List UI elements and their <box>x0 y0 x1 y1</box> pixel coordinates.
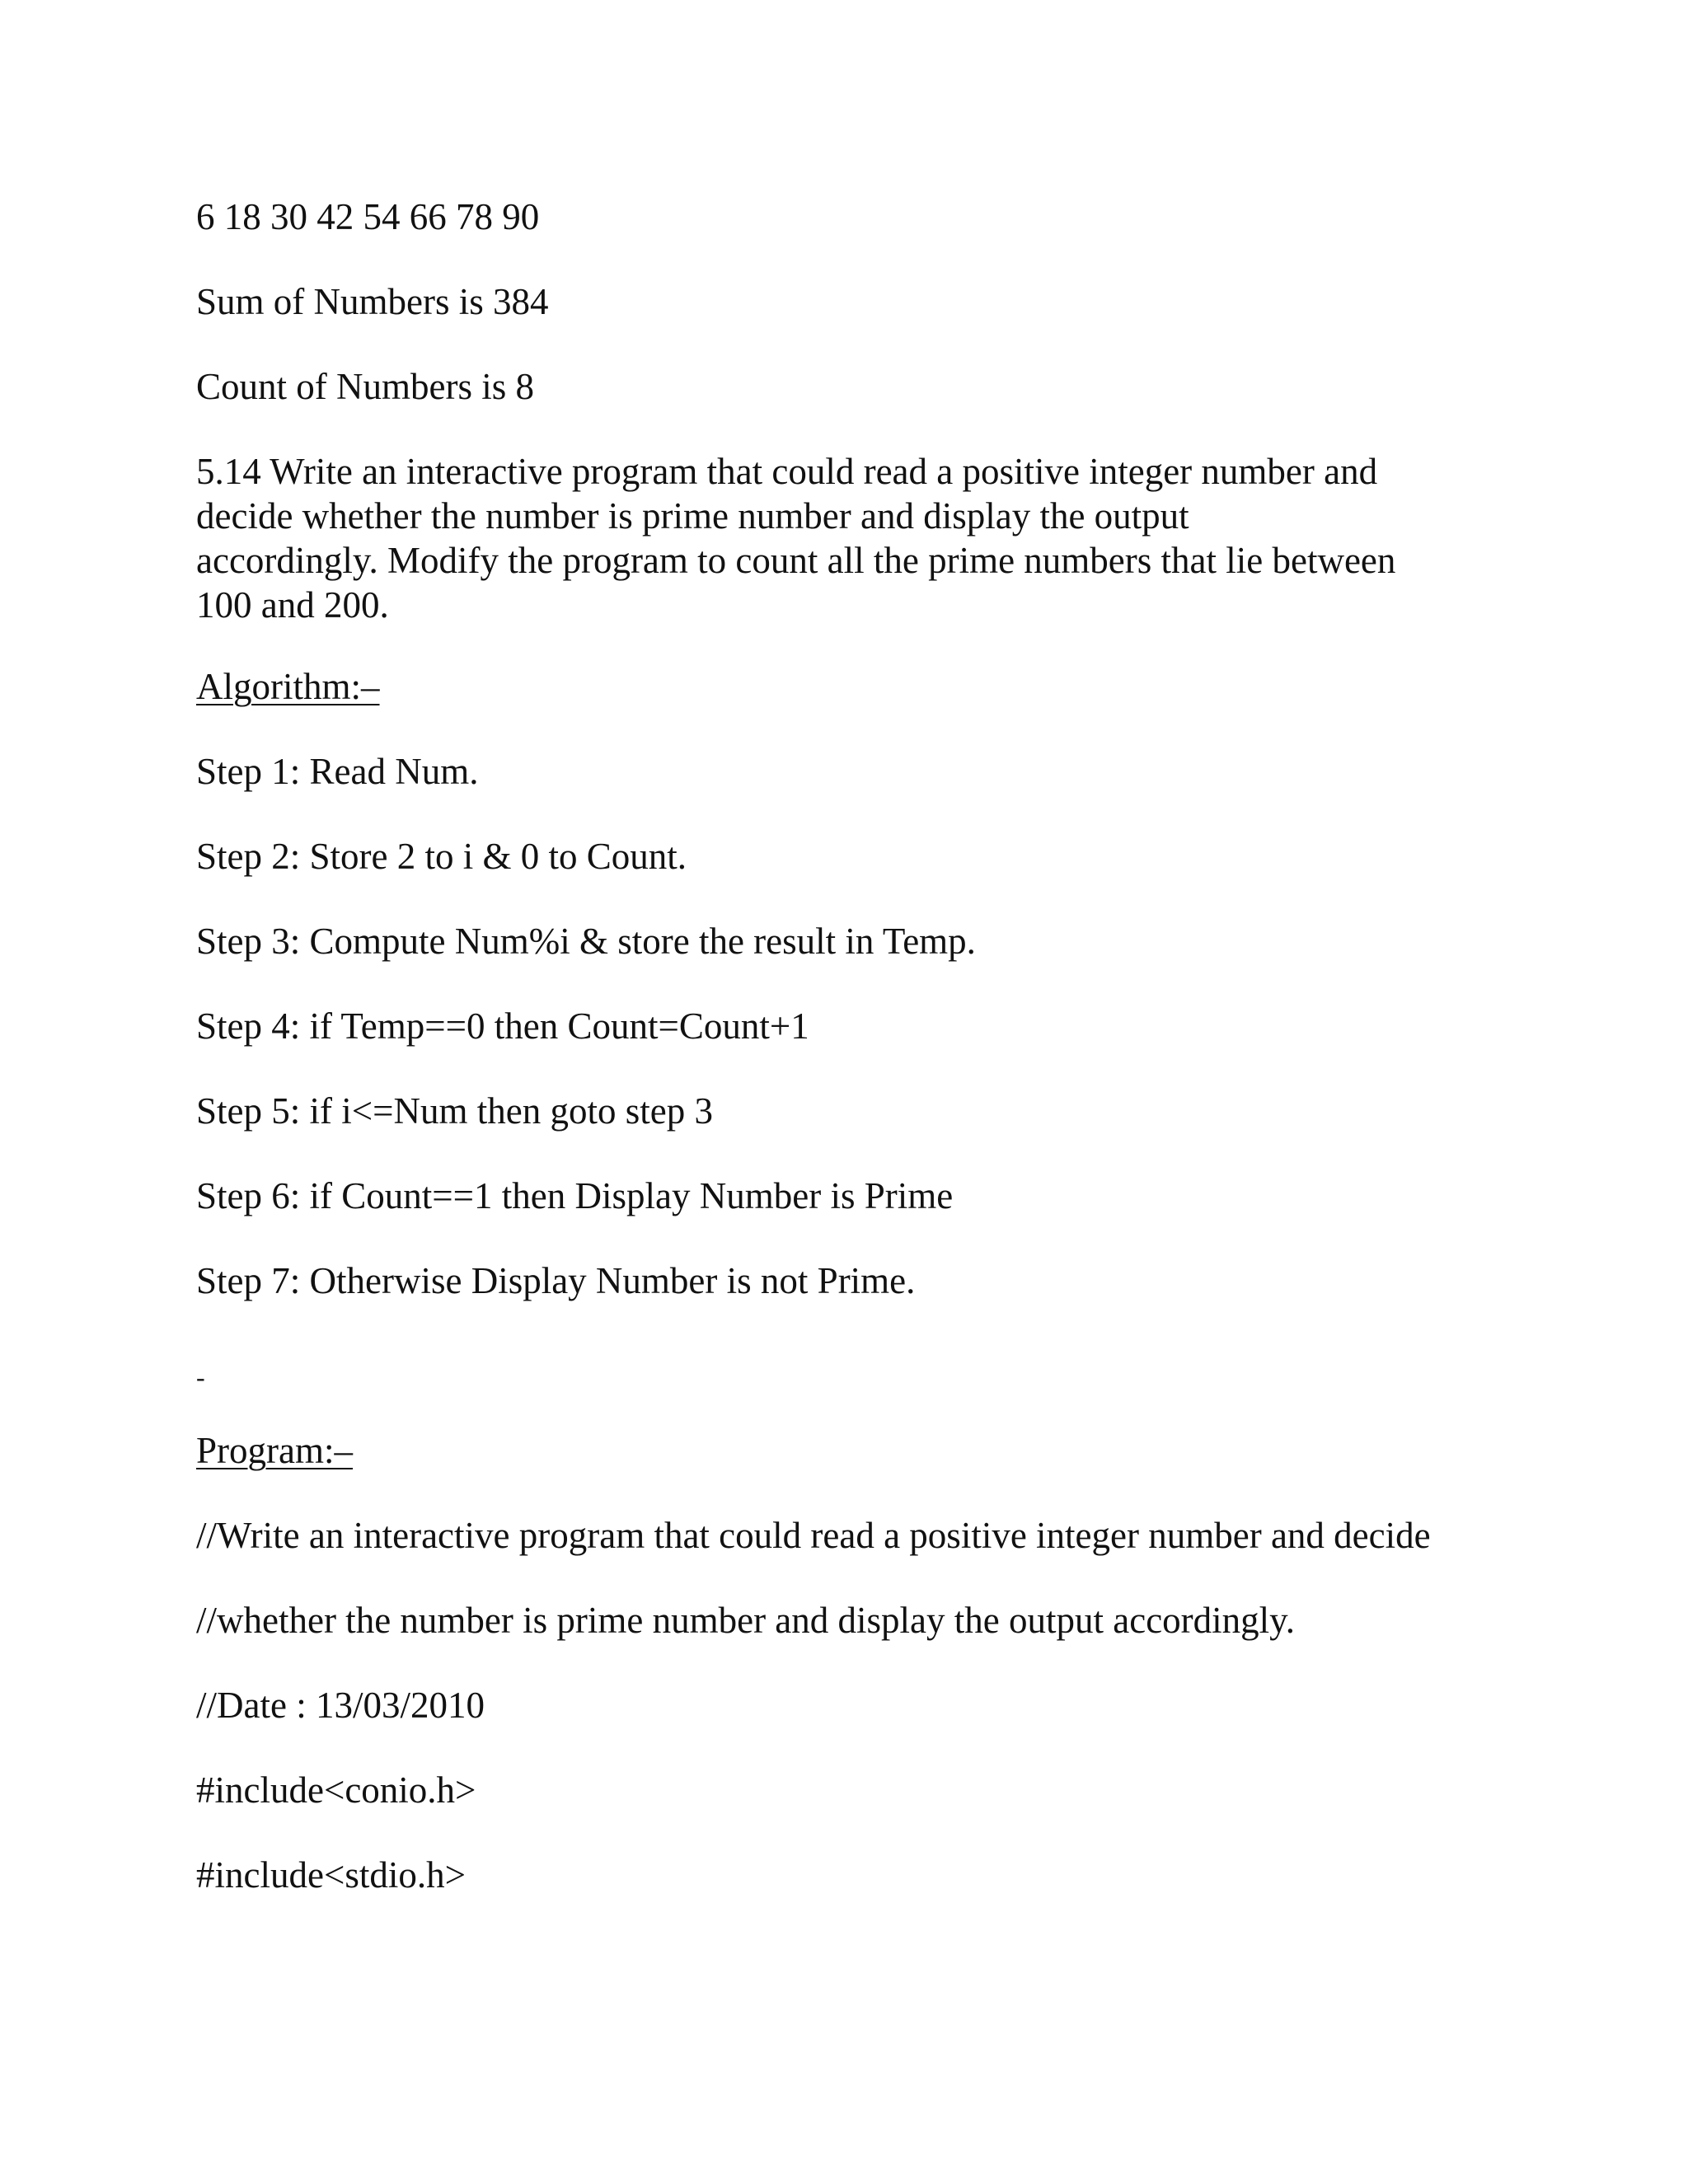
program-line: //Date : 13/03/2010 <box>196 1685 485 1726</box>
algorithm-step: Step 1: Read Num. <box>196 751 479 792</box>
algorithm-step: Step 5: if i<=Num then goto step 3 <box>196 1090 713 1132</box>
program-heading: Program:– <box>196 1430 353 1471</box>
output-numbers-line: 6 18 30 42 54 66 78 90 <box>196 196 540 237</box>
sum-line: Sum of Numbers is 384 <box>196 281 549 322</box>
algorithm-step: Step 4: if Temp==0 then Count=Count+1 <box>196 1005 809 1047</box>
algorithm-step: Step 2: Store 2 to i & 0 to Count. <box>196 836 687 877</box>
question-line: decide whether the number is prime number and display the output <box>196 495 1189 537</box>
question-line: 100 and 200. <box>196 584 389 626</box>
algorithm-heading: Algorithm:– <box>196 666 380 707</box>
count-line: Count of Numbers is 8 <box>196 366 534 407</box>
question-line: 5.14 Write an interactive program that could read a positive integer number and <box>196 451 1378 492</box>
program-line: //Write an interactive program that could read a positive integer number and decide <box>196 1515 1431 1556</box>
program-line: //whether the number is prime number and display the output accordingly. <box>196 1600 1295 1641</box>
question-paragraph <box>196 449 1482 627</box>
algorithm-step: Step 3: Compute Num%i & store the result in Temp. <box>196 921 976 962</box>
algorithm-step: Step 6: if Count==1 then Display Number is Prime <box>196 1175 954 1216</box>
stray-dash: - <box>196 1362 205 1392</box>
algorithm-step: Step 7: Otherwise Display Number is not Prime. <box>196 1260 916 1301</box>
program-line: #include<conio.h> <box>196 1769 476 1811</box>
program-line: #include<stdio.h> <box>196 1854 466 1896</box>
question-line: accordingly. Modify the program to count all the prime numbers that lie between <box>196 540 1396 581</box>
